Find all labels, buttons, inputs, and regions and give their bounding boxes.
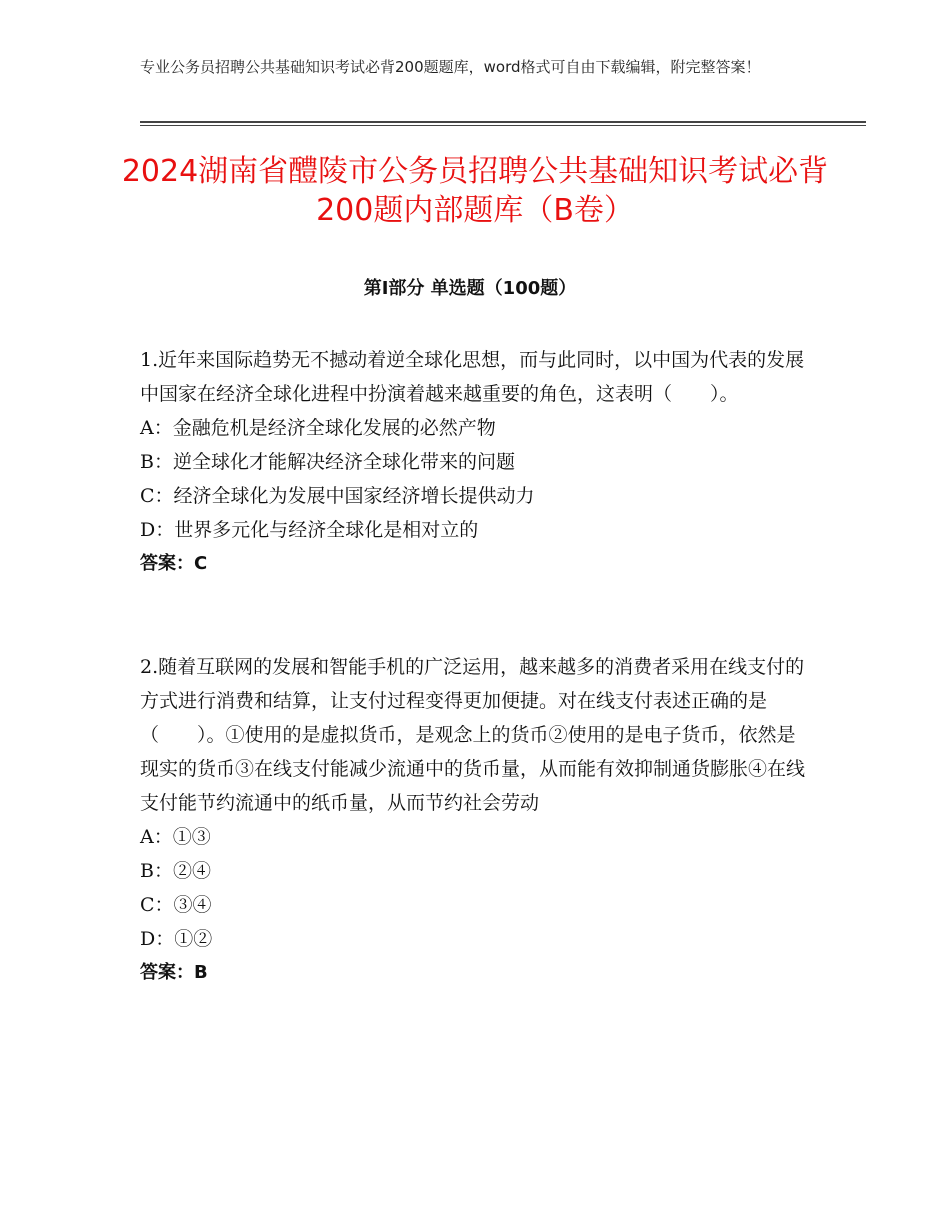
question-2	[140, 650, 805, 990]
answer: 答案：B	[140, 962, 208, 983]
option-d: D：世界多元化与经济全球化是相对立的	[140, 519, 479, 541]
header-divider	[140, 121, 866, 123]
question-text: 2.随着互联网的发展和智能手机的广泛运用，越来越多的消费者采用在线支付的方式进行消费和结算，让支付过程变得更加便捷。对在线支付表述正确的是（ ）。①使用的是虚拟货币，是观念上的货币②使用的是电子货币，依然是现实的货币③在线支付能减少流通中的货币量，从而能有效抑制通货膨胀④在线支付能节约流通中的纸币量，从而节约社会劳动	[140, 656, 806, 814]
header-divider-thin	[140, 125, 866, 126]
question-text: 1.近年来国际趋势无不撼动着逆全球化思想，而与此同时，以中国为代表的发展中国家在经济全球化进程中扮演着越来越重要的角色，这表明（ ）。	[140, 349, 805, 405]
option-d: D：①②	[140, 928, 213, 950]
option-c: C：经济全球化为发展中国家经济增长提供动力	[140, 485, 535, 507]
question-1	[140, 343, 805, 581]
section-heading: 第I部分 单选题（100题）	[363, 278, 577, 299]
option-a: A：①③	[140, 826, 211, 848]
option-a: A：金融危机是经济全球化发展的必然产物	[140, 417, 496, 439]
option-b: B：逆全球化才能解决经济全球化带来的问题	[140, 451, 515, 473]
header-note: 专业公务员招聘公共基础知识考试必背200题题库，word格式可自由下载编辑，附完整答案！	[140, 58, 761, 76]
option-c: C：③④	[140, 894, 212, 916]
option-b: B：②④	[140, 860, 211, 882]
document-title: 2024湖南省醴陵市公务员招聘公共基础知识考试必背200题内部题库（B卷）	[121, 154, 829, 228]
answer: 答案：C	[140, 553, 208, 574]
